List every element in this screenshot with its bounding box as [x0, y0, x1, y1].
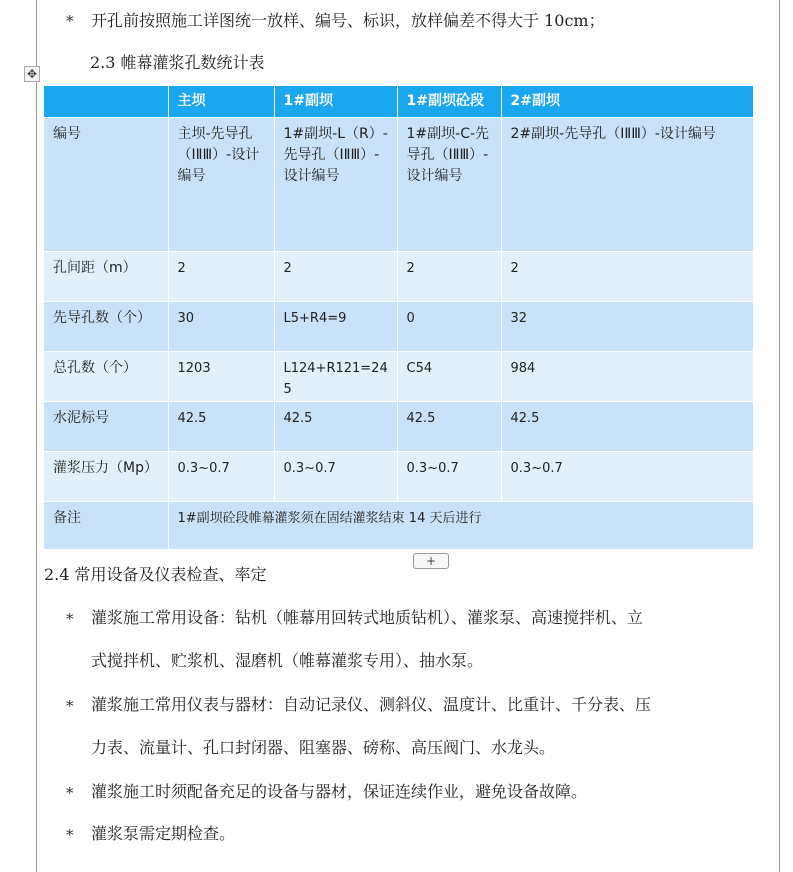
bullet-3-line-1: 灌浆施工时须配备充足的设备与器材，保证连续作业，避免设备故障。 [91, 782, 588, 801]
header-cell-empty [44, 86, 168, 118]
bullet-symbol: * [66, 610, 74, 628]
grouting-hole-statistics-table [44, 86, 753, 550]
section-heading: 2.4 常用设备及仪表检查、率定 [44, 565, 267, 584]
page-right-margin-line [779, 0, 780, 872]
table-cell: 0.3~0.7 [168, 452, 274, 502]
row-label-pilot-holes: 先导孔数（个） [44, 302, 168, 352]
table-cell: 2 [168, 252, 274, 302]
row-label-total-holes: 总孔数（个） [44, 352, 168, 402]
header-aux-dam-1-concrete: 1#副坝砼段 [397, 86, 501, 118]
bullet-1-line-1: 灌浆施工常用设备：钻机（帷幕用回转式地质钻机）、灌浆泵、高速搅拌机、立 [91, 608, 644, 627]
table-cell: 2 [397, 252, 501, 302]
table-header-row [44, 86, 753, 118]
table-cell: 42.5 [168, 402, 274, 452]
table-cell: 0.3~0.7 [501, 452, 753, 502]
bullet-1-line-2: 式搅拌机、贮浆机、湿磨机（帷幕灌浆专用）、抽水泵。 [91, 651, 484, 670]
row-label-grouting-pressure: 灌浆压力（Mp） [44, 452, 168, 502]
table-cell: 0.3~0.7 [397, 452, 501, 502]
table-cell: 42.5 [397, 402, 501, 452]
table-cell: 42.5 [501, 402, 753, 452]
table-cell: 32 [501, 302, 753, 352]
bullet-symbol: * [66, 12, 74, 30]
bullet-2-line-2: 力表、流量计、孔口封闭器、阻塞器、磅称、高压阀门、水龙头。 [91, 738, 556, 757]
table-cell: 42.5 [274, 402, 397, 452]
table-cell: 0.3~0.7 [274, 452, 397, 502]
bullet-symbol: * [66, 697, 74, 715]
row-label-remark: 备注 [44, 502, 168, 550]
table-row [44, 352, 753, 402]
row-label-hole-spacing: 孔间距（m） [44, 252, 168, 302]
table-row [44, 402, 753, 452]
add-row-button[interactable]: + [413, 553, 449, 569]
header-main-dam: 主坝 [168, 86, 274, 118]
header-aux-dam-2: 2#副坝 [501, 86, 753, 118]
table-row [44, 252, 753, 302]
table-row [44, 452, 753, 502]
table-cell: 1203 [168, 352, 274, 402]
table-cell: 1#副坝-L（R）-先导孔（ⅠⅡⅢ）-设计编号 [274, 118, 397, 252]
remark-cell: 1#副坝砼段帷幕灌浆须在固结灌浆结束 14 天后进行 [168, 502, 753, 550]
table-caption: 2.3 帷幕灌浆孔数统计表 [90, 53, 265, 72]
table-cell: C54 [397, 352, 501, 402]
table-cell: 主坝-先导孔（ⅠⅡⅢ）-设计编号 [168, 118, 274, 252]
table-row [44, 302, 753, 352]
intro-bullet-text: 开孔前按照施工详图统一放样、编号、标识，放样偏差不得大于 10cm； [91, 11, 605, 30]
header-aux-dam-1: 1#副坝 [274, 86, 397, 118]
bullet-4-line-1: 灌浆泵需定期检查。 [91, 824, 236, 843]
bullet-2-line-1: 灌浆施工常用仪表与器材：自动记录仪、测斜仪、温度计、比重计、千分表、压 [91, 695, 652, 714]
table-cell: 1#副坝-C-先导孔（ⅠⅡⅢ）-设计编号 [397, 118, 501, 252]
table-cell: 2 [501, 252, 753, 302]
table-cell: 984 [501, 352, 753, 402]
table-cell: L5+R4=9 [274, 302, 397, 352]
row-label-cement-grade: 水泥标号 [44, 402, 168, 452]
table-cell: L124+R121=245 [274, 352, 397, 402]
bullet-symbol: * [66, 784, 74, 802]
table-cell: 30 [168, 302, 274, 352]
page-left-margin-line [36, 0, 37, 872]
table-cell: 2#副坝-先导孔（ⅠⅡⅢ）-设计编号 [501, 118, 753, 252]
table-cell: 0 [397, 302, 501, 352]
row-label-code: 编号 [44, 118, 168, 252]
bullet-symbol: * [66, 826, 74, 844]
table-row [44, 118, 753, 252]
four-way-arrow-icon[interactable]: ✥ [24, 66, 40, 82]
table-cell: 2 [274, 252, 397, 302]
table-row [44, 502, 753, 550]
